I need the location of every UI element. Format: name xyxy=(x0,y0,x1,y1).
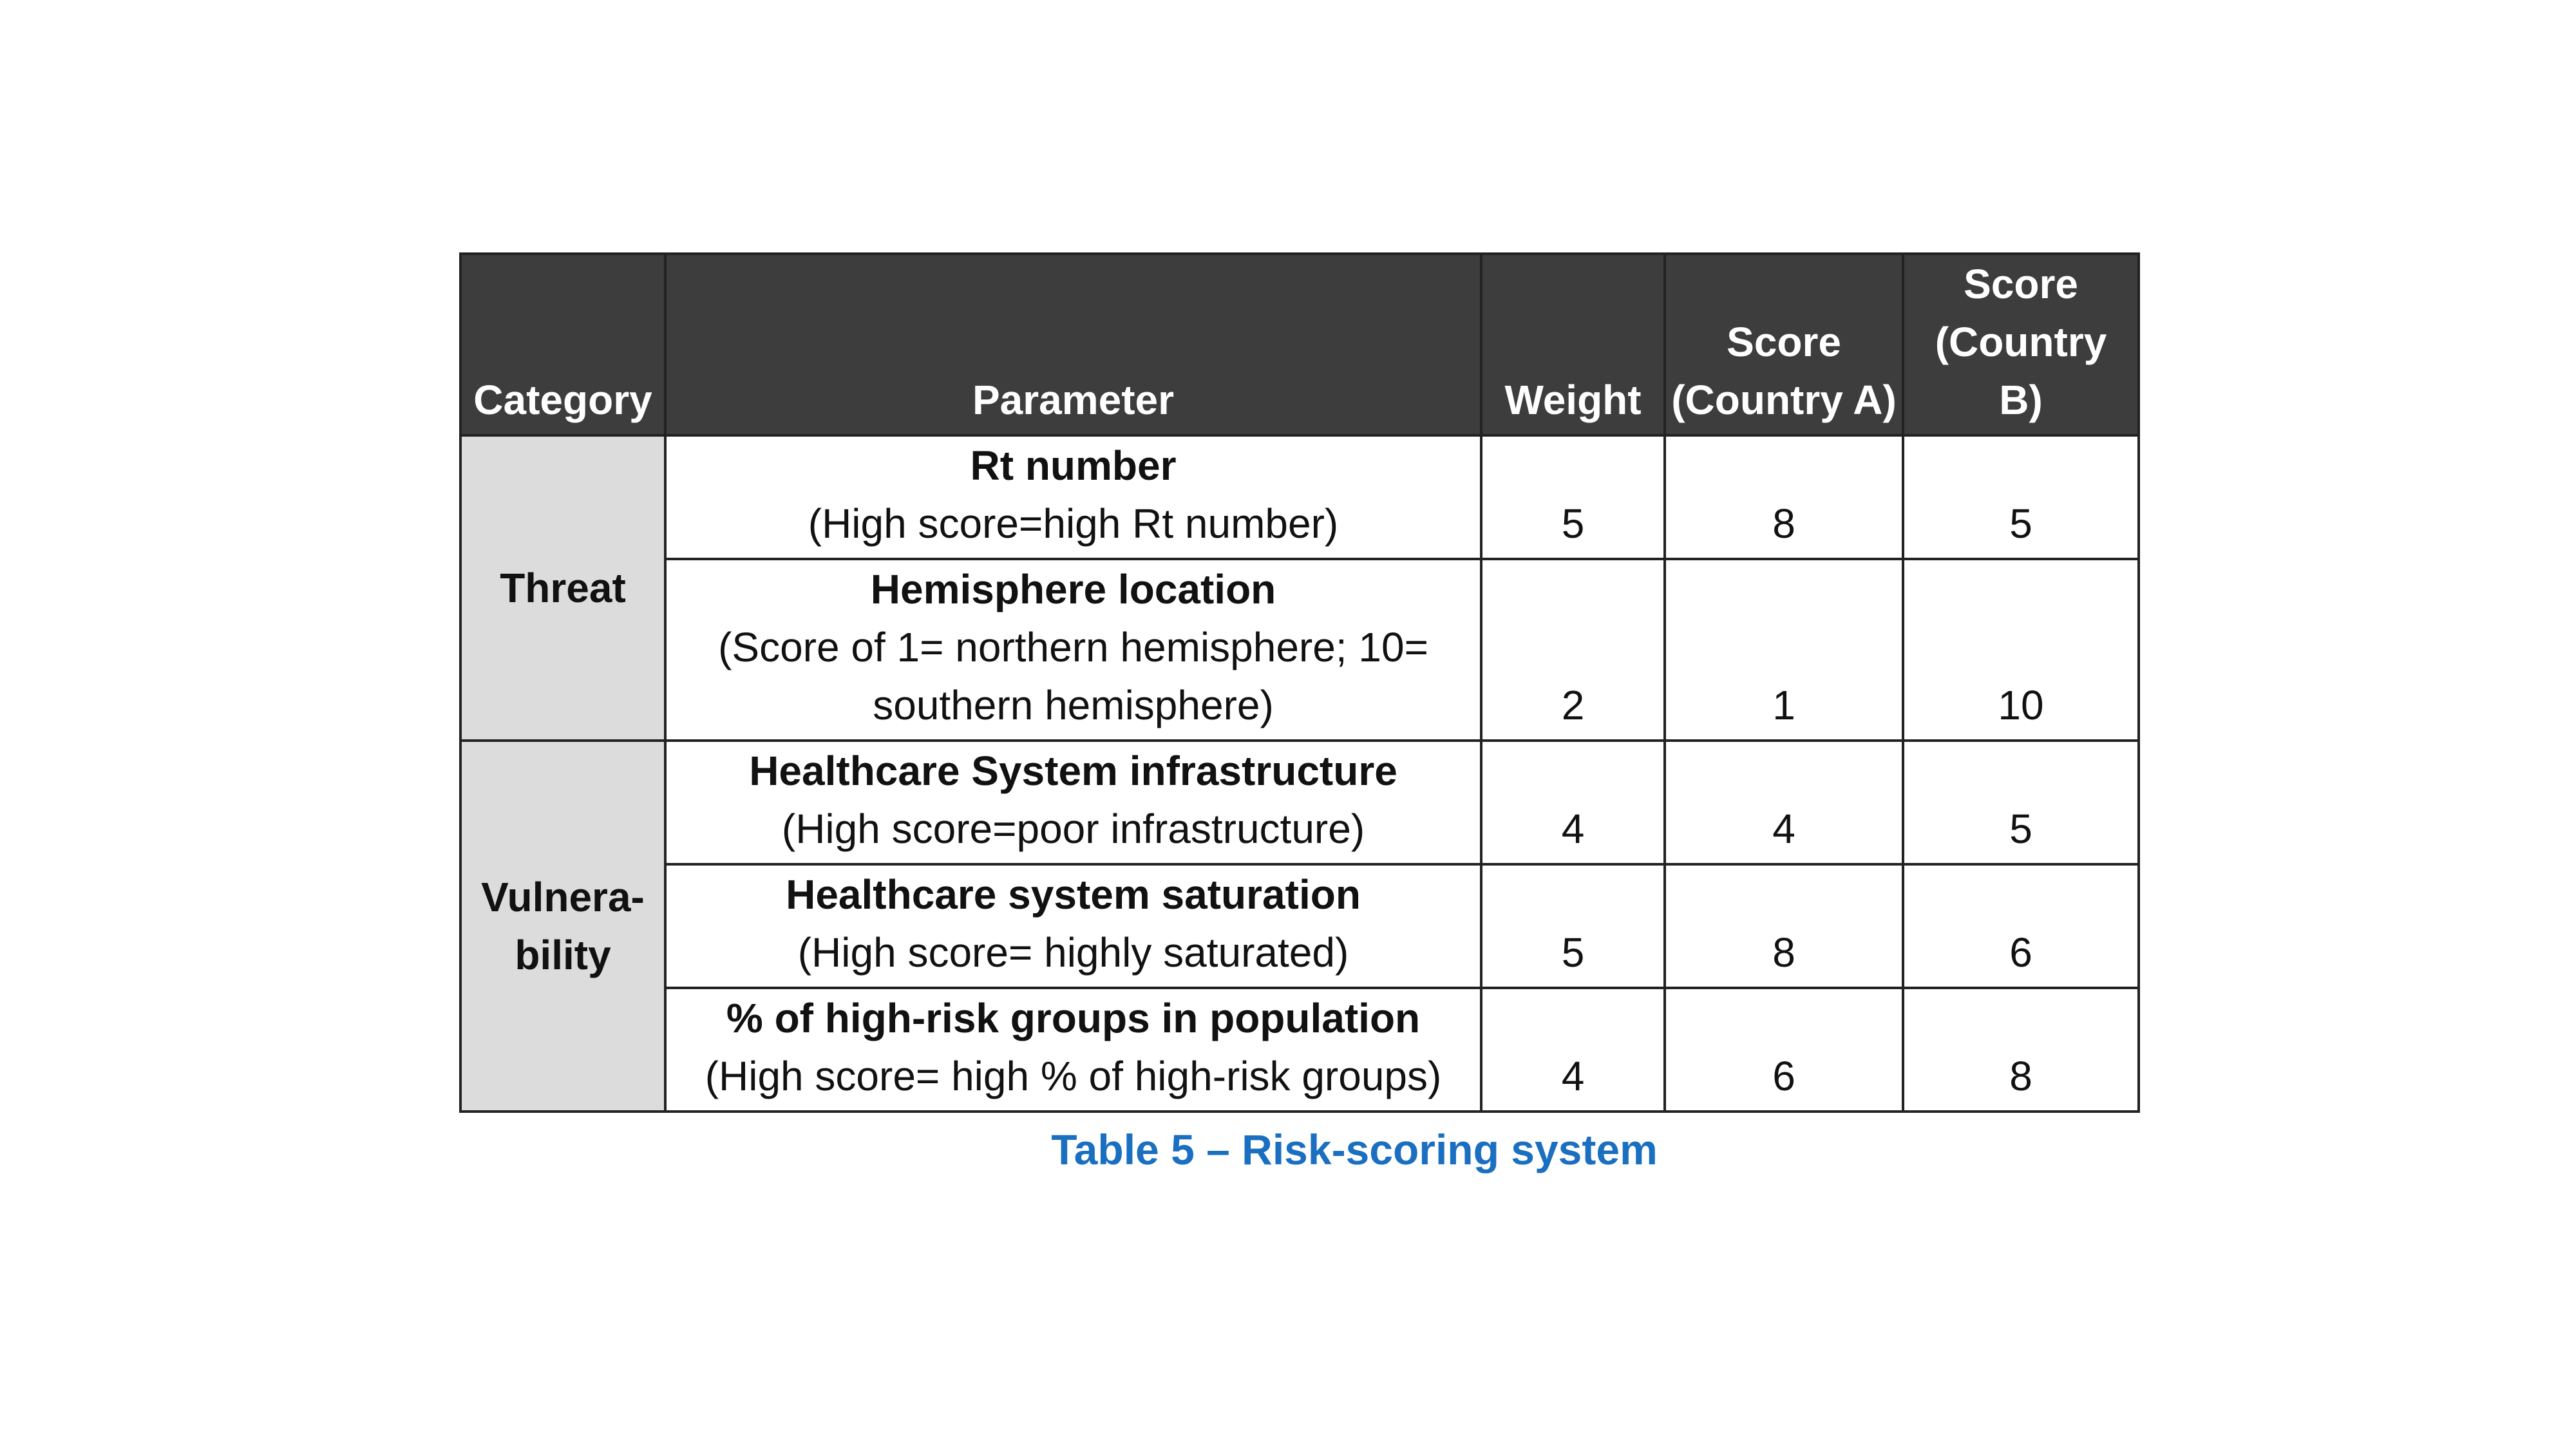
table-row xyxy=(460,559,2139,741)
table-header xyxy=(460,254,2139,435)
score-a-cell: 1 xyxy=(1665,559,1903,741)
header-score-a-line1: Score xyxy=(1727,319,1841,365)
parameter-cell xyxy=(665,864,1481,988)
score-b-cell: 5 xyxy=(1903,435,2139,559)
parameter-description: (High score= high % of high-risk groups) xyxy=(705,1053,1442,1099)
parameter-description-line1: (Score of 1= northern hemisphere; 10= xyxy=(718,624,1428,670)
parameter-description-line2: southern hemisphere) xyxy=(873,682,1274,728)
header-category: Category xyxy=(460,254,665,435)
score-b-cell: 8 xyxy=(1903,988,2139,1112)
score-a-cell: 4 xyxy=(1665,741,1903,864)
header-parameter: Parameter xyxy=(665,254,1481,435)
header-score-a-line2: (Country A) xyxy=(1671,377,1897,423)
score-a-cell: 8 xyxy=(1665,435,1903,559)
parameter-cell xyxy=(665,559,1481,741)
header-score-country-a xyxy=(1665,254,1903,435)
parameter-title: Hemisphere location xyxy=(870,566,1276,612)
parameter-cell xyxy=(665,741,1481,864)
weight-cell: 4 xyxy=(1481,741,1665,864)
parameter-description: (High score= highly saturated) xyxy=(797,929,1349,976)
weight-cell: 5 xyxy=(1481,864,1665,988)
table-body xyxy=(460,435,2139,1112)
category-vulnerability-line1: Vulnera- xyxy=(481,874,645,920)
score-b-cell: 5 xyxy=(1903,741,2139,864)
weight-cell: 2 xyxy=(1481,559,1665,741)
weight-cell: 4 xyxy=(1481,988,1665,1112)
score-b-cell: 10 xyxy=(1903,559,2139,741)
parameter-cell xyxy=(665,435,1481,559)
parameter-cell xyxy=(665,988,1481,1112)
category-threat: Threat xyxy=(460,435,665,741)
table-row xyxy=(460,435,2139,559)
score-a-cell: 6 xyxy=(1665,988,1903,1112)
parameter-description: (High score=high Rt number) xyxy=(808,500,1339,547)
category-vulnerability xyxy=(460,741,665,1112)
header-score-country-b xyxy=(1903,254,2139,435)
table-row xyxy=(460,864,2139,988)
weight-cell: 5 xyxy=(1481,435,1665,559)
header-score-b-line1: Score xyxy=(1964,261,2078,307)
table-caption: Table 5 – Risk-scoring system xyxy=(1051,1126,1658,1173)
header-weight: Weight xyxy=(1481,254,1665,435)
parameter-title: % of high-risk groups in population xyxy=(726,995,1421,1041)
risk-scoring-table xyxy=(459,252,2140,1113)
parameter-title: Healthcare System infrastructure xyxy=(749,748,1397,794)
parameter-title: Rt number xyxy=(970,442,1177,489)
table-row xyxy=(460,988,2139,1112)
score-a-cell: 8 xyxy=(1665,864,1903,988)
table-row xyxy=(460,741,2139,864)
parameter-title: Healthcare system saturation xyxy=(786,871,1361,918)
score-b-cell: 6 xyxy=(1903,864,2139,988)
header-score-b-line2: (Country B) xyxy=(1935,319,2107,423)
parameter-description: (High score=poor infrastructure) xyxy=(781,806,1365,852)
category-vulnerability-line2: bility xyxy=(515,932,611,978)
header-row xyxy=(460,254,2139,435)
